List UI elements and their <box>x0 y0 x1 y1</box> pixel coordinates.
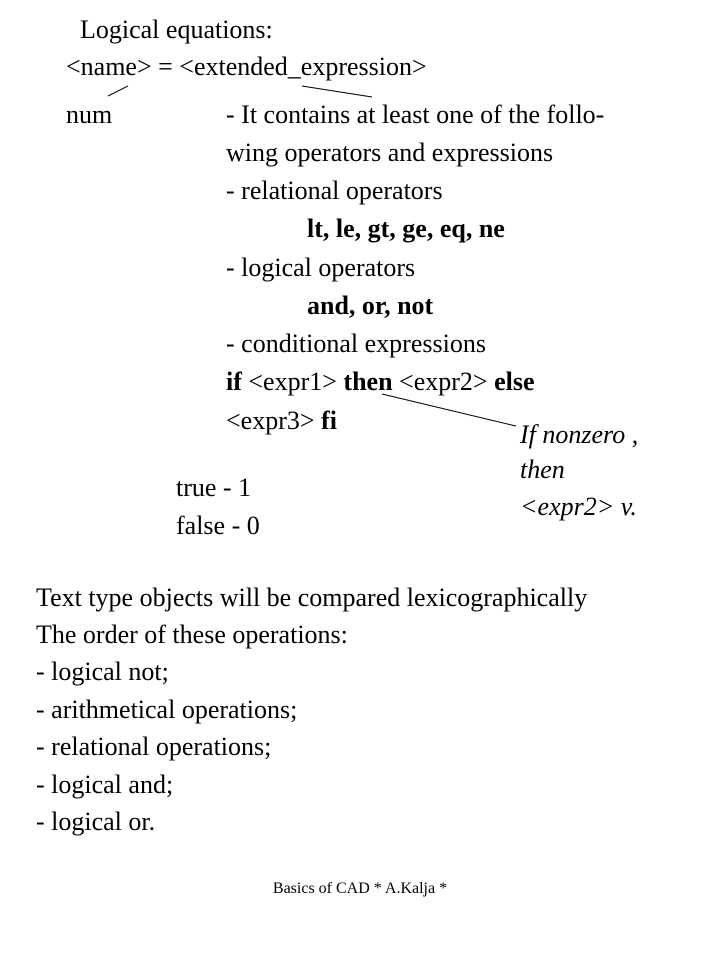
equation-syntax: <name> = <extended_expression> <box>66 52 427 81</box>
logical-operators-label: - logical operators <box>226 253 416 282</box>
order-title: The order of these operations: <box>36 620 348 649</box>
text-comparison-note: Text type objects will be compared lexicographically <box>36 583 588 612</box>
order-item: - arithmetical operations; <box>36 695 298 724</box>
fi-expression-line <box>226 406 337 436</box>
relational-operators-list: lt, le, gt, ge, eq, ne <box>307 214 505 243</box>
false-value: false - 0 <box>176 511 260 540</box>
expr3: <expr3> <box>226 406 315 435</box>
then-keyword: then <box>343 367 393 396</box>
expr2: <expr2> <box>399 367 488 396</box>
conditional-expressions-label: - conditional expressions <box>226 329 486 358</box>
then-note-connector-line <box>382 394 516 426</box>
true-value: true - 1 <box>176 473 252 502</box>
note-line-2: then <box>520 455 565 484</box>
footer: Basics of CAD * A.Kalja * <box>272 880 448 897</box>
description-line-2: wing operators and expressions <box>226 138 554 167</box>
if-keyword: if <box>226 367 242 396</box>
order-item: - relational operations; <box>36 732 272 761</box>
expression-connector-line <box>302 86 372 97</box>
order-item: - logical or. <box>36 807 156 836</box>
note-line-3: <expr2> v. <box>520 492 637 521</box>
if-expression-line <box>226 367 535 397</box>
name-connector-line <box>108 86 128 96</box>
note-line-1: If nonzero , <box>520 420 639 449</box>
num-label: num <box>66 100 113 129</box>
logical-operators-list: and, or, not <box>307 291 434 320</box>
heading-title: Logical equations: <box>80 15 273 44</box>
order-item: - logical not; <box>36 657 169 686</box>
description-line-1: - It contains at least one of the follo- <box>226 100 605 129</box>
expr1: <expr1> <box>248 367 337 396</box>
relational-operators-label: - relational operators <box>226 176 443 205</box>
else-keyword: else <box>494 367 535 396</box>
order-item: - logical and; <box>36 770 174 799</box>
fi-keyword: fi <box>321 406 337 435</box>
